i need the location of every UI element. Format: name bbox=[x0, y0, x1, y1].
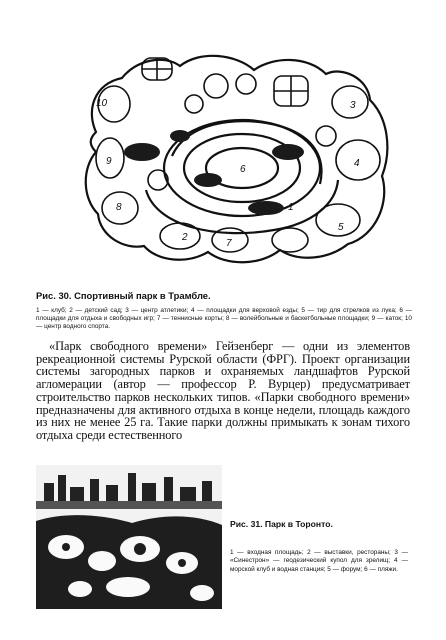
figure-31-legend: 1 — входная площадь; 2 — выставки, рестораны; 3 — «Синестрон» — геодезический купол для зрелищ; 4 — морской клуб и водная станция; 5 — форум; 6 — пляжи. bbox=[230, 549, 408, 573]
map-label-9: 9 bbox=[106, 156, 112, 167]
figure-30-caption: Рис. 30. Спортивный парк в Трамбле. bbox=[36, 290, 211, 301]
map-label-8: 8 bbox=[116, 202, 122, 213]
figure-31-toronto-park bbox=[36, 465, 222, 609]
map-label-4: 4 bbox=[354, 158, 360, 169]
map-label-3: 3 bbox=[350, 100, 356, 111]
figure-31-caption: Рис. 31. Парк в Торонто. bbox=[230, 519, 333, 529]
figure-30-park-plan bbox=[76, 40, 394, 282]
map-label-2: 2 bbox=[182, 232, 188, 243]
body-paragraph: «Парк свободного времени» Гейзенберг — одни из элементов рекреационной системы Рурской области (ФРГ). Проект организации системы загородных парков и охраняемых ландшафтов Рурской агломерации (автор — профессор Р. Вурцер) предусматривает строительство парков нескольких типов. «Парки свободного времени» предназначены для активного отдыха в конце недели, площадь каждого из них не менее 25 га. Такие парки должны примыкать к зонам тихого отдыха среди естественного bbox=[36, 339, 410, 442]
map-label-1: 1 bbox=[288, 202, 294, 213]
figure-30-legend: 1 — клуб; 2 — детский сад; 3 — центр атлетики; 4 — площадки для верховой езды; 5 — тир для стрелков из лука; 6 — площадки для отдыха и свободных игр; 7 — теннисные корты; 8 — волейбольные и баскетбольные площадки; 9 — каток; 10 — центр водного спорта. bbox=[36, 307, 412, 331]
map-label-6: 6 bbox=[240, 164, 246, 175]
map-label-5: 5 bbox=[338, 222, 344, 233]
map-label-10: 10 bbox=[96, 98, 108, 109]
map-label-7: 7 bbox=[226, 238, 232, 249]
